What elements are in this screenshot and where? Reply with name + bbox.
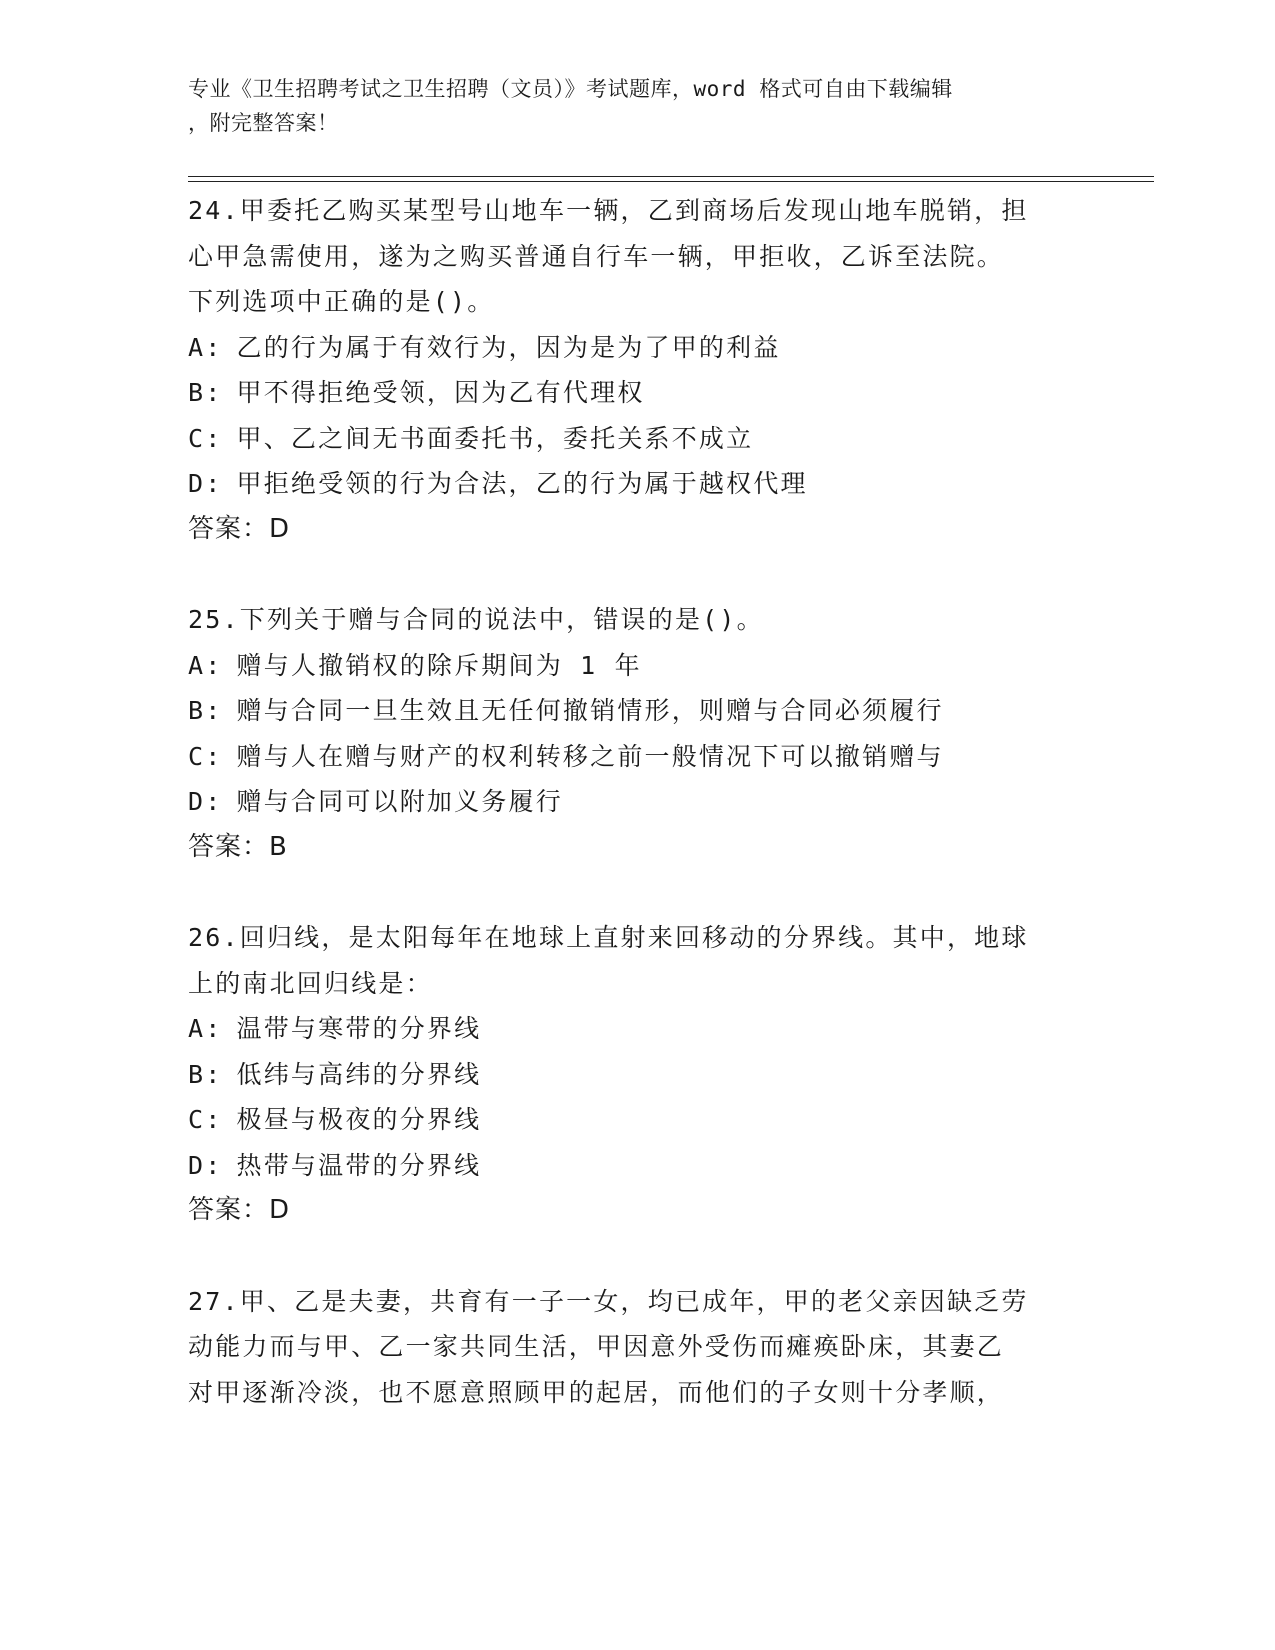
question-27: [188, 1279, 1088, 1416]
option-c: [188, 1097, 1088, 1143]
option-text: 极昼与极夜的分界线: [236, 1105, 482, 1134]
question-24: [188, 188, 1088, 552]
question-stem-line: 对甲逐渐冷淡，也不愿意照顾甲的起居，而他们的子女则十分孝顺，: [188, 1377, 1005, 1407]
option-key: A:: [188, 650, 223, 680]
header-line-2: ，附完整答案！: [188, 111, 339, 135]
option-c: [188, 416, 1088, 462]
question-stem-line: 24.甲委托乙购买某型号山地车一辆，乙到商场后发现山地车脱销，担: [188, 196, 1029, 225]
option-key: D:: [188, 787, 223, 816]
option-d: [188, 779, 1088, 825]
option-b: [188, 370, 1088, 416]
option-text: 低纬与高纬的分界线: [236, 1059, 482, 1089]
option-key: C:: [188, 423, 223, 453]
answer-line: 答案：D: [188, 1195, 291, 1225]
question-stem-line: 26.回归线，是太阳每年在地球上直射来回移动的分界线。其中，地球: [188, 923, 1029, 952]
option-a: [188, 1006, 1088, 1052]
answer-line: 答案：D: [188, 513, 291, 544]
option-text: 赠与合同可以附加义务履行: [236, 787, 563, 816]
question-26: [188, 915, 1088, 1234]
option-a: [188, 325, 1088, 371]
option-text: 赠与合同一旦生效且无任何撤销情形，则赠与合同必须履行: [236, 696, 944, 725]
option-key: B:: [188, 378, 223, 407]
option-key: B:: [188, 1059, 223, 1089]
header-divider-top: [188, 176, 1154, 177]
header-line-1: 专业《卫生招聘考试之卫生招聘（文员）》考试题库，word 格式可自由下载编辑: [188, 77, 953, 101]
option-text: 温带与寒带的分界线: [236, 1014, 482, 1043]
question-stem-line: 下列选项中正确的是()。: [188, 287, 495, 316]
option-text: 乙的行为属于有效行为，因为是为了甲的利益: [236, 332, 781, 362]
option-c: [188, 734, 1088, 780]
option-key: D:: [188, 1150, 223, 1180]
option-key: A:: [188, 1014, 223, 1043]
option-b: [188, 688, 1088, 734]
question-list: [188, 188, 1088, 1415]
option-key: C:: [188, 741, 223, 771]
question-stem-line: 心甲急需使用，遂为之购买普通自行车一辆，甲拒收，乙诉至法院。: [188, 241, 1005, 271]
option-text: 甲不得拒绝受领，因为乙有代理权: [236, 378, 645, 407]
option-key: B:: [188, 696, 223, 725]
option-a: [188, 643, 1088, 689]
question-stem-line: 动能力而与甲、乙一家共同生活，甲因意外受伤而瘫痪卧床，其妻乙: [188, 1332, 1005, 1361]
option-text: 甲、乙之间无书面委托书，委托关系不成立: [236, 423, 754, 453]
question-stem-line: 25.下列关于赠与合同的说法中，错误的是()。: [188, 605, 764, 634]
option-d: [188, 1143, 1088, 1189]
header-divider-bottom: [188, 181, 1154, 182]
option-text: 甲拒绝受领的行为合法，乙的行为属于越权代理: [236, 469, 808, 498]
option-key: D:: [188, 469, 223, 498]
option-text: 热带与温带的分界线: [236, 1150, 482, 1180]
option-key: A:: [188, 332, 223, 362]
answer-line: 答案：B: [188, 831, 288, 862]
option-key: C:: [188, 1105, 223, 1134]
option-d: [188, 461, 1088, 507]
question-25: [188, 597, 1088, 870]
option-text: 赠与人撤销权的除斥期间为 1 年: [236, 650, 642, 680]
option-text: 赠与人在赠与财产的权利转移之前一般情况下可以撤销赠与: [236, 741, 944, 771]
option-b: [188, 1052, 1088, 1098]
question-stem-line: 上的南北回归线是：: [188, 968, 433, 998]
question-stem-line: 27.甲、乙是夫妻，共育有一子一女，均已成年，甲的老父亲因缺乏劳: [188, 1286, 1029, 1316]
document-header: [188, 72, 1068, 140]
